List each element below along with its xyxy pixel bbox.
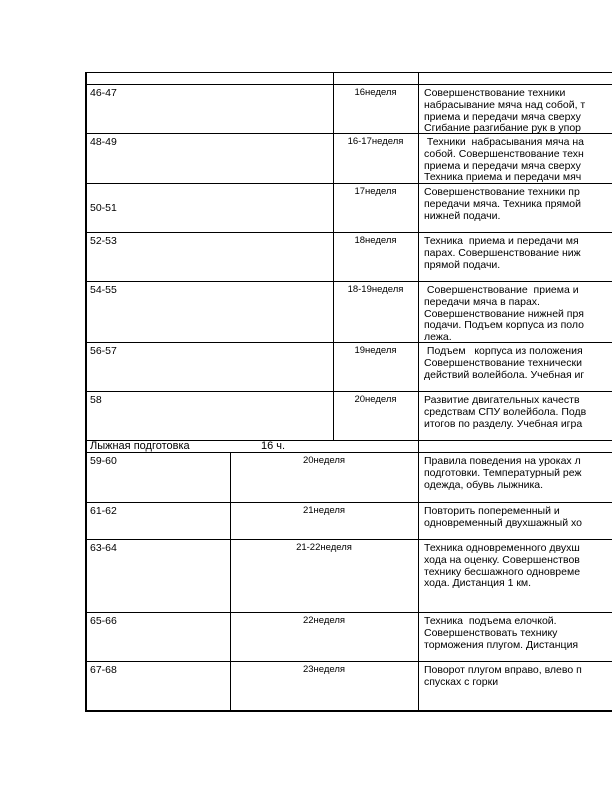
topic-line: спусках с горки — [424, 675, 499, 688]
row-line — [85, 232, 612, 233]
lesson-number: 46-47 — [90, 87, 117, 99]
topic-line: Техники набрасывания мяча на — [424, 136, 585, 148]
topic-line: одежда, обувь лыжника. — [424, 478, 544, 491]
row-line — [85, 281, 612, 282]
lesson-number: 56-57 — [90, 345, 117, 357]
week-label: 22неделя — [302, 615, 346, 626]
topic-line: прямой подачи. — [424, 258, 501, 271]
topic-line: приема и передачи мяча сверху — [424, 110, 581, 123]
header-row-line — [85, 84, 612, 85]
topic-line: Повторить попеременный и — [424, 505, 560, 517]
topic-line: итогов по разделу. Учебная игра — [424, 417, 583, 430]
lesson-number: 52-53 — [90, 235, 117, 247]
topic-line: передачи мяча в парах. — [424, 295, 540, 308]
topic-line: Техника одновременного двухш — [424, 542, 580, 554]
topic-line: набрасывание мяча над собой, т — [424, 98, 586, 111]
week-label: 21неделя — [302, 505, 346, 516]
row-line — [85, 661, 612, 662]
topic-line: Подъем корпуса из положения — [424, 345, 583, 357]
row-line — [85, 612, 612, 613]
lesson-number: 61-62 — [90, 505, 117, 517]
lesson-number: 54-55 — [90, 284, 117, 296]
topic-line: Поворот плугом вправо, влево п — [424, 664, 582, 676]
topic-line: одновременный двухшажный хо — [424, 516, 582, 529]
topic-line: передачи мяча. Техника прямой — [424, 197, 581, 210]
topic-line: Техника подъема елочкой. — [424, 615, 557, 627]
topic-line: подготовки. Температурный реж — [424, 466, 582, 479]
topic-line: хода. Дистанция 1 км. — [424, 577, 532, 590]
topic-line: средствам СПУ волейбола. Подв — [424, 405, 587, 418]
lesson-number: 59-60 — [90, 455, 117, 467]
topic-line: подачи. Подъем корпуса из поло — [424, 319, 584, 332]
topic-line: действий волейбола. Учебная иг — [424, 368, 585, 381]
table-border-left — [85, 72, 87, 712]
week-label: 18неделя — [354, 235, 397, 246]
col-line-a — [333, 72, 334, 440]
lesson-number: 50-51 — [90, 202, 117, 214]
lesson-number: 58 — [90, 394, 102, 406]
week-label: 21-22неделя — [296, 542, 352, 553]
week-label: 16-17неделя — [347, 136, 404, 147]
row-line — [85, 391, 612, 392]
topic-line: технику бесшажного одновреме — [424, 565, 581, 578]
topic-line: Совершенствование техники пр — [424, 186, 580, 198]
week-label: 18-19неделя — [347, 284, 404, 295]
section-hours: 16 ч. — [261, 440, 286, 452]
topic-line: собой. Совершенствование техн — [424, 147, 584, 160]
topic-line: хода на оценку. Совершенствов — [424, 553, 580, 566]
topic-line: Совершенствование технически — [424, 356, 582, 369]
week-label: 17неделя — [354, 186, 397, 197]
section-line — [85, 452, 612, 453]
topic-line: парах. Совершенствование ниж — [424, 246, 581, 259]
section-title: Лыжная подготовка — [90, 440, 190, 452]
topic-line: Техника приема и передачи мяч — [424, 171, 582, 184]
lesson-number: 48-49 — [90, 136, 117, 148]
topic-line: лежа. — [424, 331, 452, 344]
row-line — [85, 539, 612, 540]
topic-line: приема и передачи мяча сверху — [424, 159, 581, 172]
row-line — [85, 502, 612, 503]
table-border-top — [85, 72, 612, 73]
topic-line: Совершенствование техники — [424, 87, 566, 99]
topic-line: Техника приема и передачи мя — [424, 235, 579, 247]
week-label: 19неделя — [354, 345, 397, 356]
topic-line: Правила поведения на уроках л — [424, 455, 581, 467]
week-label: 20неделя — [354, 394, 397, 405]
lesson-plan-table — [85, 72, 612, 711]
week-label: 23неделя — [302, 664, 346, 675]
topic-line: торможения плугом. Дистанция — [424, 638, 579, 651]
topic-line: Развитие двигательных качеств — [424, 394, 580, 406]
topic-line: Сгибание разгибание рук в упор — [424, 122, 582, 135]
topic-line: нижней подачи. — [424, 209, 501, 222]
table-border-bottom — [85, 710, 612, 712]
topic-line: Совершенствование приема и — [424, 284, 579, 296]
topic-line: Совершенствовать технику — [424, 626, 558, 639]
lesson-number: 67-68 — [90, 664, 117, 676]
week-label: 16неделя — [354, 87, 397, 98]
lesson-number: 63-64 — [90, 542, 117, 554]
week-label: 20неделя — [302, 455, 346, 466]
lesson-number: 65-66 — [90, 615, 117, 627]
topic-line: Совершенствование нижней пря — [424, 307, 584, 320]
